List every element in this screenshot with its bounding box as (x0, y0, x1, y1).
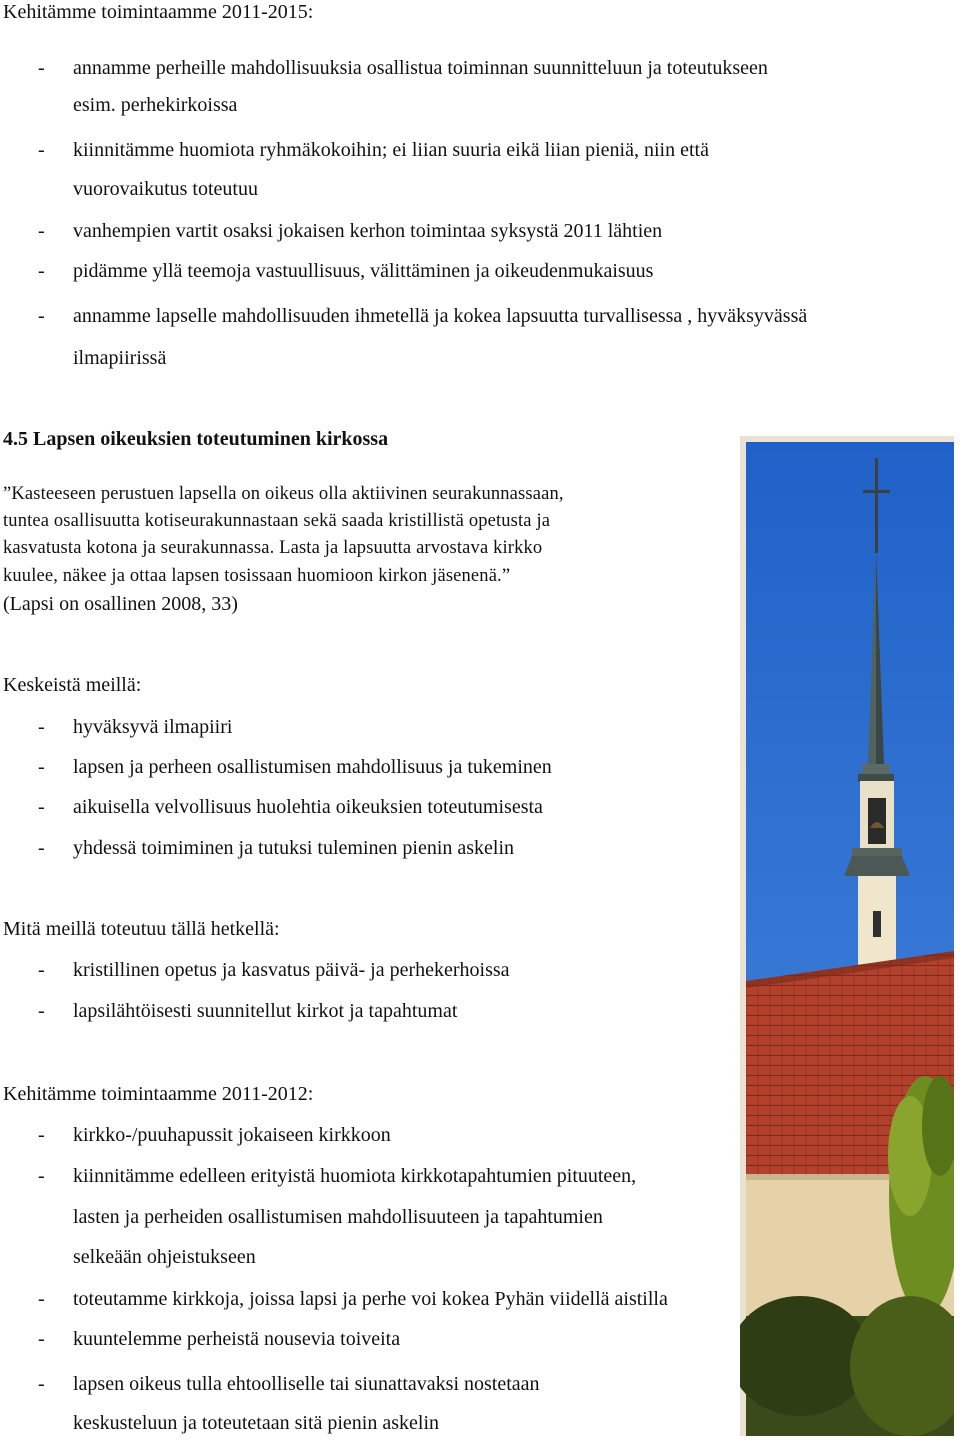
list-item-text: keskusteluun ja toteutetaan sitä pienin askelin (73, 1412, 440, 1434)
list-dash: - (38, 837, 45, 859)
list-item-text: pidämme yllä teemoja vastuullisuus, välittäminen ja oikeudenmukaisuus (73, 260, 654, 282)
list-dash: - (38, 1288, 45, 1310)
list-dash: - (38, 1165, 45, 1187)
list-dash: - (38, 716, 45, 738)
list-dash: - (38, 305, 45, 327)
list-item-text: kirkko-/puuhapussit jokaiseen kirkkoon (73, 1124, 391, 1146)
list-dash: - (38, 260, 45, 282)
list-item-text: kristillinen opetus ja kasvatus päivä- ja perhekerhoissa (73, 959, 510, 981)
section-heading-2011-2012: Kehitämme toimintaamme 2011-2012: (3, 1083, 314, 1105)
quote-line: kasvatusta kotona ja seurakunnassa. Lasta ja lapsuutta arvostava kirkko (3, 538, 543, 558)
quote-line: tuntea osallisuutta kotiseurakunnastaan sekä saada kristillistä opetusta ja (3, 511, 551, 531)
list-item-text: hyväksyvä ilmapiiri (73, 716, 233, 738)
section-heading-toteutuu: Mitä meillä toteutuu tällä hetkellä: (3, 918, 280, 940)
list-dash: - (38, 959, 45, 981)
list-item-text: annamme lapselle mahdollisuuden ihmetellä ja kokea lapsuutta turvallisessa , hyväksyvässä (73, 305, 808, 327)
list-item-text: kuuntelemme perheistä nousevia toiveita (73, 1328, 401, 1350)
section-title-lapsen-oikeudet: 4.5 Lapsen oikeuksien toteutuminen kirkossa (3, 428, 389, 450)
list-dash: - (38, 1124, 45, 1146)
quote-citation: (Lapsi on osallinen 2008, 33) (3, 593, 238, 615)
list-item-text: lapsen ja perheen osallistumisen mahdollisuus ja tukeminen (73, 756, 552, 778)
list-item-text: esim. perhekirkoissa (73, 94, 238, 116)
section-heading-keskeista: Keskeistä meillä: (3, 674, 142, 696)
list-item-text: yhdessä toimiminen ja tutuksi tuleminen pienin askelin (73, 837, 515, 859)
list-dash: - (38, 796, 45, 818)
list-dash: - (38, 1328, 45, 1350)
list-item-text: toteutamme kirkkoja, joissa lapsi ja perhe voi kokea Pyhän viidellä aistilla (73, 1288, 668, 1310)
list-item-text: kiinnitämme edelleen erityistä huomiota kirkkotapahtumien pituuteen, (73, 1165, 637, 1187)
list-item-text: vanhempien vartit osaksi jokaisen kerhon toimintaa syksystä 2011 lähtien (73, 220, 663, 242)
church-steeple-photo (740, 436, 954, 1436)
list-dash: - (38, 1000, 45, 1022)
list-item-text: lapsilähtöisesti suunnitellut kirkot ja tapahtumat (73, 1000, 458, 1022)
list-dash: - (38, 57, 45, 79)
list-dash: - (38, 1373, 45, 1395)
list-dash: - (38, 220, 45, 242)
list-dash: - (38, 756, 45, 778)
list-item-text: aikuisella velvollisuus huolehtia oikeuksien toteutumisesta (73, 796, 543, 818)
list-item-text: ilmapiirissä (73, 347, 167, 369)
list-item-text: annamme perheille mahdollisuuksia osallistua toiminnan suunnitteluun ja toteutukseen (73, 57, 768, 79)
quote-line: kuulee, näkee ja ottaa lapsen tosissaan huomioon kirkon jäsenenä.” (3, 566, 511, 586)
list-item-text: lapsen oikeus tulla ehtoolliselle tai siunattavaksi nostetaan (73, 1373, 540, 1395)
list-item-text: selkeään ohjeistukseen (73, 1246, 256, 1268)
list-item-text: kiinnitämme huomiota ryhmäkokoihin; ei liian suuria eikä liian pieniä, niin että (73, 139, 709, 161)
list-item-text: vuorovaikutus toteutuu (73, 178, 258, 200)
quote-line: ”Kasteeseen perustuen lapsella on oikeus olla aktiivinen seurakunnassaan, (3, 484, 564, 504)
section-heading-2011-2015: Kehitämme toimintaamme 2011-2015: (3, 1, 314, 23)
list-dash: - (38, 139, 45, 161)
list-item-text: lasten ja perheiden osallistumisen mahdollisuuteen ja tapahtumien (73, 1206, 603, 1228)
